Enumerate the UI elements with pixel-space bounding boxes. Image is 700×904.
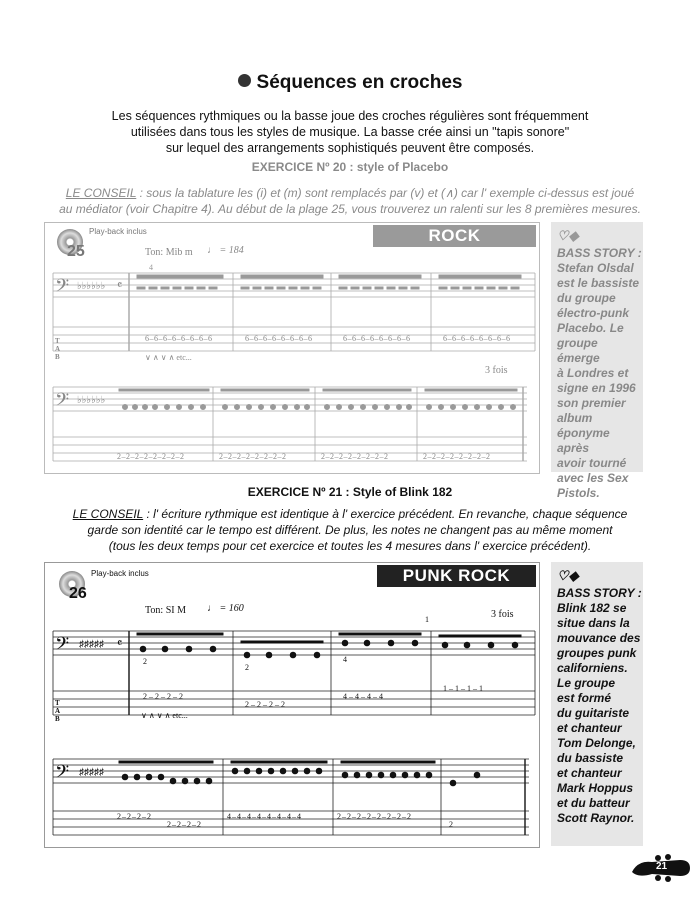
tab-numbers-bar: 2–2–2–2–2–2–2–2 bbox=[337, 812, 412, 821]
story-line: du groupe bbox=[557, 291, 616, 305]
section-title-text: Séquences en croches bbox=[256, 72, 463, 93]
exercise-20-label: EXERCICE Nº 20 : style of Placebo bbox=[251, 160, 449, 174]
story-line: du bassiste bbox=[557, 751, 624, 765]
story-line: Scott Raynor. bbox=[557, 811, 635, 825]
picking-marks: ∨ ∧ ∨ ∧ etc... bbox=[145, 353, 192, 362]
advice-line: (tous les deux temps pour cet exercice et toutes les 4 mesures dans l' exercice précédent). bbox=[108, 539, 592, 553]
tab-numbers-bar: 4–4–4–4 bbox=[343, 692, 385, 701]
story-line: album bbox=[557, 411, 593, 425]
story-line: avec les Sex bbox=[557, 471, 629, 485]
tab-numbers-bar: 6–6–6–6–6–6–6–6 bbox=[245, 334, 313, 343]
story-line: et chanteur bbox=[557, 766, 622, 780]
bass-story-box-21 bbox=[551, 562, 643, 846]
advice-lead: LE CONSEIL bbox=[72, 507, 144, 521]
story-line: Blink 182 se bbox=[557, 601, 627, 615]
svg-text:A: A bbox=[55, 345, 61, 353]
story-line: à Londres et bbox=[557, 366, 629, 380]
intro-paragraph bbox=[90, 108, 610, 156]
svg-text:B: B bbox=[55, 353, 60, 361]
svg-text:♯♯♯♯♯: ♯♯♯♯♯ bbox=[79, 767, 104, 778]
story-line: son premier bbox=[557, 396, 626, 410]
svg-text:T: T bbox=[55, 699, 60, 707]
track-number: 26 bbox=[69, 585, 87, 602]
heart-guitar-icon: ♡◆ bbox=[557, 568, 579, 583]
picking-marks: ∨ ∧ ∨ ∧ etc... bbox=[141, 711, 188, 720]
intro-line: utilisées dans tous les styles de musique. La basse crée ainsi un "tapis sonore" bbox=[130, 125, 570, 139]
story-line: signe en 1996 bbox=[557, 381, 636, 395]
repeat-marking: 3 fois bbox=[485, 365, 508, 376]
svg-text:𝄢: 𝄢 bbox=[55, 389, 70, 414]
bass-story-text bbox=[557, 586, 643, 826]
finger-mark: 2 bbox=[143, 657, 147, 666]
story-line: situe dans la bbox=[557, 616, 630, 630]
exercise-21-advice bbox=[40, 506, 660, 554]
story-line: et du batteur bbox=[557, 796, 630, 810]
story-line: du guitariste bbox=[557, 706, 630, 720]
finger-mark: 4 bbox=[343, 655, 347, 664]
story-line: Mark Hoppus bbox=[557, 781, 634, 795]
track-number: 25 bbox=[67, 243, 85, 260]
story-line: BASS STORY : bbox=[557, 586, 642, 600]
bullet-dot-icon bbox=[238, 74, 251, 87]
finger-mark: 1 bbox=[425, 615, 429, 624]
advice-line: : l' écriture rythmique est identique à l' exercice précédent. En revanche, chaque séquence bbox=[143, 507, 628, 521]
story-line: Stefan Olsdal bbox=[557, 261, 634, 275]
advice-line: garde son identité car le tempo est différent. De plus, les notes ne changent pas au même moment bbox=[87, 523, 613, 537]
story-line: éponyme après bbox=[557, 426, 610, 455]
tab-numbers-bar: 6–6–6–6–6–6–6–6 bbox=[443, 334, 511, 343]
exercise-21-score-panel bbox=[44, 562, 540, 848]
key-signature-label: Ton: Mib m bbox=[145, 247, 193, 258]
playback-label: Play-back inclus bbox=[91, 569, 149, 578]
finger-mark: 2 bbox=[245, 663, 249, 672]
story-line: Pistols. bbox=[557, 486, 600, 500]
svg-text:𝄴: 𝄴 bbox=[117, 636, 123, 650]
story-line: groupes punk bbox=[557, 646, 637, 660]
svg-text:♭♭♭♭♭♭: ♭♭♭♭♭♭ bbox=[77, 395, 106, 406]
story-line: groupe émerge bbox=[557, 336, 600, 365]
tab-numbers-bar: 4–4–4–4–4–4–4–4 bbox=[227, 812, 302, 821]
page-number: 21 bbox=[656, 861, 668, 872]
svg-text:♯♯♯♯♯: ♯♯♯♯♯ bbox=[79, 639, 104, 650]
svg-text:𝄢: 𝄢 bbox=[55, 633, 70, 658]
svg-text:A: A bbox=[55, 707, 61, 715]
tempo-marking: ♩ = 184 bbox=[207, 245, 244, 256]
tab-number: 2 bbox=[449, 820, 453, 829]
tab-numbers-bar: 2–2–2–2 bbox=[167, 820, 202, 829]
tempo-marking: ♩ = 160 bbox=[207, 603, 244, 614]
bass-staff-tab-ex20 bbox=[45, 267, 539, 467]
tab-numbers-bar: 2–2–2–2–2–2–2–2 bbox=[219, 452, 287, 461]
story-line: Le groupe bbox=[557, 676, 616, 690]
svg-text:𝄢: 𝄢 bbox=[55, 761, 70, 786]
repeat-marking: 3 fois bbox=[491, 609, 514, 620]
style-banner: ROCK ALTERNATIF bbox=[373, 225, 536, 247]
tab-numbers-bar: 6–6–6–6–6–6–6–6 bbox=[145, 334, 213, 343]
story-line: californiens. bbox=[557, 661, 628, 675]
advice-line: au médiator (voir Chapitre 4). Au début de la plage 25, vous trouverez un ralenti sur les 8 premières mesures. bbox=[59, 202, 641, 216]
story-line: BASS STORY : bbox=[557, 246, 642, 260]
svg-text:𝄢: 𝄢 bbox=[55, 275, 70, 300]
tab-numbers-bar: 2–2–2–2–2–2–2–2 bbox=[423, 452, 491, 461]
playback-label: Play-back inclus bbox=[89, 227, 147, 236]
intro-line: sur lequel des arrangements sophistiqués peuvent être composés. bbox=[165, 141, 535, 155]
story-line: avoir tourné bbox=[557, 456, 627, 470]
exercise-20-advice bbox=[40, 185, 660, 217]
tab-numbers-bar: 2–2–2–2 bbox=[143, 692, 185, 701]
advice-lead: LE CONSEIL bbox=[65, 186, 137, 200]
tab-numbers-bar: 2–2–2–2 bbox=[117, 812, 152, 821]
tab-numbers-bar: 1–1–1–1 bbox=[443, 684, 485, 693]
exercise-21-label: EXERCICE Nº 21 : Style of Blink 182 bbox=[247, 485, 453, 499]
bass-story-box-20 bbox=[551, 222, 643, 500]
story-line: électro-punk bbox=[557, 306, 630, 320]
svg-text:𝄴: 𝄴 bbox=[117, 278, 123, 292]
svg-text:♭♭♭♭♭♭: ♭♭♭♭♭♭ bbox=[77, 281, 106, 292]
svg-text:T: T bbox=[55, 337, 60, 345]
svg-text:B: B bbox=[55, 715, 60, 723]
story-line: Tom Delonge, bbox=[557, 736, 636, 750]
advice-line: : sous la tablature les (i) et (m) sont remplacés par (v) et (∧) car l' exemple ci-dessus est joué bbox=[136, 186, 635, 200]
tab-numbers-bar: 2–2–2–2–2–2–2–2 bbox=[117, 452, 185, 461]
tab-numbers-bar: 6–6–6–6–6–6–6–6 bbox=[343, 334, 411, 343]
key-signature-label: Ton: SI M bbox=[145, 605, 186, 616]
story-line: mouvance des bbox=[557, 631, 641, 645]
story-line: et chanteur bbox=[557, 721, 622, 735]
heart-guitar-icon: ♡◆ bbox=[557, 228, 579, 243]
tab-numbers-bar: 2–2–2–2–2–2–2–2 bbox=[321, 452, 389, 461]
tab-numbers-bar: 2–2–2–2 bbox=[245, 700, 287, 709]
intro-line: Les séquences rythmiques ou la basse joue des croches régulières sont fréquemment bbox=[111, 109, 589, 123]
finger-mark: 4 bbox=[149, 263, 153, 272]
story-line: est formé bbox=[557, 691, 612, 705]
story-line: est le bassiste bbox=[557, 276, 640, 290]
story-line: Placebo. Le bbox=[557, 321, 624, 335]
bass-story-text bbox=[557, 246, 643, 501]
style-banner: PUNK ROCK bbox=[377, 565, 536, 587]
exercise-20-score-panel bbox=[44, 222, 540, 474]
section-title bbox=[0, 72, 700, 94]
